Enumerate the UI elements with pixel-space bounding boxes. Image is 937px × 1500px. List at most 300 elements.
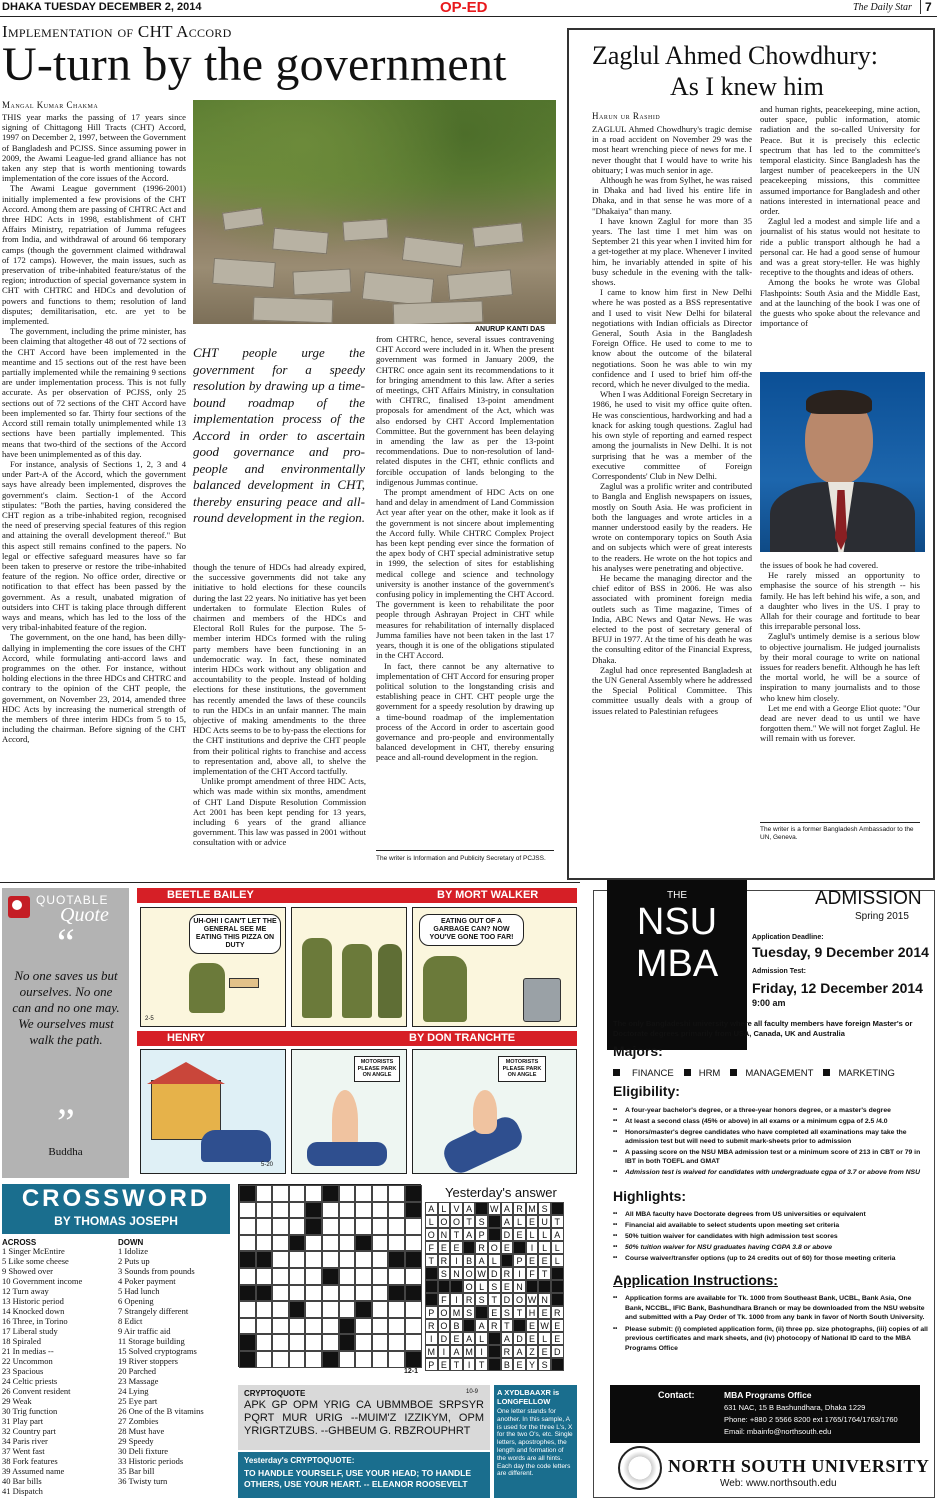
answer-cell xyxy=(488,1358,501,1371)
photo-roof xyxy=(342,218,388,241)
crossword-cell xyxy=(405,1301,422,1318)
eligibility-item: •• Honors/master's degree candidates who have completed all examinations may take the admission test but will need to submit mark-sheets prior to admission xyxy=(613,1128,928,1146)
answer-cell: N xyxy=(513,1280,526,1293)
answer-cell: S xyxy=(438,1267,451,1280)
answer-cell: T xyxy=(538,1267,551,1280)
crossword-cell xyxy=(305,1285,322,1302)
clue: 5 Had lunch xyxy=(118,1286,160,1296)
crossword-cell xyxy=(372,1202,389,1219)
answer-cell: A xyxy=(475,1319,488,1332)
answer-cell: S xyxy=(475,1215,488,1228)
major-item: MANAGEMENT xyxy=(730,1068,813,1079)
answer-cell: L xyxy=(438,1202,451,1215)
crossword-cell xyxy=(388,1251,405,1268)
contact-office: MBA Programs Office xyxy=(724,1390,812,1400)
contact-box xyxy=(610,1385,920,1443)
answer-cell: A xyxy=(475,1254,488,1267)
crossword-cell xyxy=(322,1185,339,1202)
beetle-author: BY MORT WALKER xyxy=(437,889,539,901)
answer-cell: P xyxy=(513,1254,526,1267)
crossword-cell xyxy=(339,1351,356,1368)
crossword-cell xyxy=(339,1218,356,1235)
crossword-cell xyxy=(289,1218,306,1235)
answer-cell: D xyxy=(488,1267,501,1280)
crossword-cell xyxy=(272,1301,289,1318)
zaglul-headline-1: Zaglul Ahmed Chowdhury: xyxy=(592,41,878,70)
photo-roof xyxy=(253,297,334,324)
answer-cell: A xyxy=(501,1332,514,1345)
highlights-label: Highlights: xyxy=(613,1188,687,1204)
crossword-cell xyxy=(256,1185,273,1202)
answer-cell: M xyxy=(450,1306,463,1319)
yesterday-text: TO HANDLE YOURSELF, USE YOUR HEAD; TO HANDLE OTHERS, USE YOUR HEART. -- ELEANOR ROOSEVELT xyxy=(244,1468,472,1489)
crossword-cell xyxy=(256,1301,273,1318)
clue: 23 Massage xyxy=(118,1376,159,1386)
majors-label: Majors: xyxy=(613,1043,663,1059)
crossword-cell xyxy=(322,1301,339,1318)
crossword-cell xyxy=(289,1334,306,1351)
eligibility-item: •• At least a second class (45% or above) in all exams or a minimum cgpa of 2.5 /4.0 xyxy=(613,1117,928,1126)
crossword-cell xyxy=(289,1251,306,1268)
answer-cell: R xyxy=(475,1241,488,1254)
zaglul-headline-2: As I knew him xyxy=(670,72,824,101)
crossword-cell xyxy=(239,1334,256,1351)
answer-cell xyxy=(475,1306,488,1319)
answer-cell: T xyxy=(450,1358,463,1371)
clue: 4 Poker payment xyxy=(118,1276,176,1286)
crossword-cell xyxy=(272,1268,289,1285)
crossword-cell xyxy=(239,1318,256,1335)
quote-author: Buddha xyxy=(48,1146,83,1158)
clue: 17 Liberal study xyxy=(2,1326,58,1336)
crossword-cell xyxy=(322,1218,339,1235)
crypto-howto xyxy=(494,1385,577,1498)
crypto-number: 10-9 xyxy=(466,1389,479,1395)
highlight-item: •• All MBA faculty have Doctorate degrees from US universities or equivalent xyxy=(613,1210,928,1219)
crossword-cell xyxy=(372,1285,389,1302)
answer-cell xyxy=(488,1215,501,1228)
crossword-cell xyxy=(289,1235,306,1252)
crossword-cell xyxy=(256,1334,273,1351)
answer-cell xyxy=(551,1267,564,1280)
cht-paragraph: THIS year marks the passing of 17 years since signing of Chittagong Hill Tracts (CHT) Accord, 1997 on December 2, 1997, between the Government of Bangladesh and PCJSS. Since assuming power in 2009, the Awami League-led grand alliance has not taken any step that is worth mentioning towards implementation of the core issues of the Accord. xyxy=(2,112,186,184)
crossword-cell xyxy=(289,1185,306,1202)
answer-cell: S xyxy=(538,1202,551,1215)
beetle-panel-2 xyxy=(291,907,407,1027)
answer-cell: F xyxy=(526,1267,539,1280)
answer-cell: O xyxy=(425,1228,438,1241)
henry-panel-1 xyxy=(140,1049,286,1174)
crossword-cell xyxy=(322,1202,339,1219)
crossword-cell xyxy=(239,1251,256,1268)
crossword-cell xyxy=(405,1318,422,1335)
crossword-cell xyxy=(272,1202,289,1219)
answer-cell: E xyxy=(526,1215,539,1228)
crossword-cell xyxy=(388,1202,405,1219)
answer-cell: I xyxy=(425,1332,438,1345)
mba-label: MBA xyxy=(635,943,719,985)
henry-title: HENRY xyxy=(167,1032,206,1044)
answer-cell: B xyxy=(463,1254,476,1267)
crossword-cell xyxy=(272,1235,289,1252)
clue: 10 Government income xyxy=(2,1276,83,1286)
zaglul-paragraph: Let me end with a George Eliot quote: "Our dead are never dead to us until we have forgotten them." We will not forget Zaglul. He will remain with us forever. xyxy=(760,702,920,744)
answer-cell: O xyxy=(438,1215,451,1228)
answer-cell: E xyxy=(488,1306,501,1319)
crossword-cell xyxy=(305,1351,322,1368)
clue: 31 Play part xyxy=(2,1416,44,1426)
answer-cell: M xyxy=(463,1345,476,1358)
clue: 28 Must have xyxy=(118,1426,165,1436)
across-label: ACROSS xyxy=(2,1238,37,1247)
answer-cell: R xyxy=(488,1319,501,1332)
section-label: OP-ED xyxy=(440,0,488,16)
answer-cell: B xyxy=(501,1358,514,1371)
crossword-cell xyxy=(405,1202,422,1219)
zaglul-paragraph: Among the books he wrote was Global Flashpoints: South Asia and the Middle East, and at the launching of the book I was one of the guests who spoke about the relevance and importance of xyxy=(760,277,920,329)
answer-cell: S xyxy=(475,1293,488,1306)
crossword-cell xyxy=(289,1268,306,1285)
answer-cell: T xyxy=(488,1293,501,1306)
beetle-title: BEETLE BAILEY xyxy=(167,889,254,901)
crossword-cell xyxy=(305,1185,322,1202)
answer-cell: F xyxy=(438,1293,451,1306)
zaglul-column-2b xyxy=(760,560,920,832)
clue: 21 In medias -- xyxy=(2,1346,54,1356)
answer-cell: L xyxy=(475,1332,488,1345)
down-label: DOWN xyxy=(118,1238,144,1247)
crossword-cell xyxy=(239,1202,256,1219)
clue: 14 Knocked down xyxy=(2,1306,65,1316)
quote-box xyxy=(2,888,129,1178)
photo-roof xyxy=(447,269,513,300)
major-item: HRM xyxy=(684,1068,721,1079)
answer-cell: E xyxy=(538,1254,551,1267)
answer-cell xyxy=(425,1267,438,1280)
beetle-title-bar xyxy=(137,888,577,903)
university-name: NORTH SOUTH UNIVERSITY xyxy=(668,1456,930,1476)
across-clues xyxy=(2,1246,114,1496)
eligibility-item: •• Admission test is waived for candidates with undergraduate cgpa of 3.7 or above from NSU xyxy=(613,1168,928,1177)
answer-row xyxy=(425,1267,577,1280)
photo-roof xyxy=(292,268,351,295)
crossword-grid xyxy=(238,1184,421,1367)
crossword-cell xyxy=(388,1235,405,1252)
general-figure xyxy=(342,944,372,1018)
crossword-cell xyxy=(305,1251,322,1268)
clue: 3 Sounds from pounds xyxy=(118,1266,195,1276)
quote-text: No one saves us but ourselves. No one can and no one may. We ourselves must walk the path. xyxy=(12,968,120,1047)
answer-cell xyxy=(551,1358,564,1371)
crossword-cell xyxy=(272,1318,289,1335)
crossword-cell xyxy=(239,1218,256,1235)
highlight-item: •• 50% tuition waiver for candidates with high admission test scores xyxy=(613,1232,928,1241)
answer-cell xyxy=(501,1254,514,1267)
university-web: Web: www.northsouth.edu xyxy=(720,1478,837,1489)
crossword-cell xyxy=(272,1218,289,1235)
crossword-cell xyxy=(305,1268,322,1285)
speech-balloon: UH-OH! I CAN'T LET THE GENERAL SEE ME EATING THIS PIZZA ON DUTY xyxy=(189,914,281,954)
answer-cell: A xyxy=(501,1202,514,1215)
answer-cell: L xyxy=(538,1241,551,1254)
instructions-list xyxy=(613,1294,928,1356)
clue: 2 Puts up xyxy=(118,1256,150,1266)
nsu-label: NSU xyxy=(636,901,718,943)
answer-row xyxy=(425,1319,577,1332)
eligibility-list xyxy=(613,1106,928,1179)
clue: 29 Speedy xyxy=(118,1436,154,1446)
clue: 34 Paris river xyxy=(2,1436,48,1446)
photo-credit: ANURUP KANTI DAS xyxy=(475,326,545,333)
answer-cell: I xyxy=(438,1345,451,1358)
henry-figure xyxy=(473,1090,497,1134)
pizza-box xyxy=(229,978,259,988)
clue: 38 Fork features xyxy=(2,1456,58,1466)
clue: 24 Lying xyxy=(118,1386,149,1396)
crossword-cell xyxy=(405,1285,422,1302)
cht-column-1 xyxy=(2,112,186,880)
crossword-cell xyxy=(256,1285,273,1302)
zaglul-paragraph: Zaglul was a prolific writer and contributed to Bangla and English newspapers on issues, mostly on South Asia. He was proficient in both the languages and wrote articles in a manner understood easily by the readers. He wrote on contemporary topics on South Asia and on subjects which were of great interests to the readers. He wrote on the hot topics and his analyses were penetrating and objective. xyxy=(592,481,752,573)
nsu-seal-icon xyxy=(618,1446,662,1490)
toy-car xyxy=(307,1142,387,1166)
crossword-cell xyxy=(339,1301,356,1318)
zaglul-portrait xyxy=(760,372,925,552)
majors-list xyxy=(613,1068,933,1079)
zaglul-paragraph: Zaglul's untimely demise is a serious blow to objective journalism. He judged journalists by their moral courage to write on national issues for readers benefit. Although he has left the mortal world, he will be a source of inspiration to many journalists and to those who knew him closely. xyxy=(760,631,920,703)
zaglul-paragraph: ZAGLUL Ahmed Chowdhury's tragic demise in a road accident on November 29 was the most heart wrenching piece of news for me. I never thought that I would have to write his obituary; I was much senior in age. xyxy=(592,124,752,175)
clue: 9 Air traffic aid xyxy=(118,1326,171,1336)
zaglul-paragraph: Zaglul led a modest and simple life and a journalist of his status would not hesitate to ride a public transport although he had a personal car. He had a good sense of humour and was a great story-teller. He was highly receptive to the thoughts and ideas of others. xyxy=(760,216,920,278)
answer-cell: M xyxy=(425,1345,438,1358)
answer-row xyxy=(425,1228,577,1241)
crossword-cell xyxy=(322,1351,339,1368)
page-number: 7 xyxy=(920,0,932,14)
beetle-panel-3 xyxy=(412,907,577,1027)
crossword-cell xyxy=(305,1334,322,1351)
portrait-hair xyxy=(806,390,872,414)
crossword-cell xyxy=(239,1301,256,1318)
zaglul-paragraph: I have known Zaglul for more than 35 years. The last time I met him was on September 21 this year when I invited him for a get-together at my place. Whenever I invited him, he invariably attended in spite of his busy schedule in the evening with the talk-shows. xyxy=(592,215,752,288)
crypto-label: CRYPTOQUOTE xyxy=(244,1389,306,1398)
howto-text: One letter stands for another. In this sample, A is used for the three L's, X for the two O's, etc. Single letters, apostrophes, the length and formation of the words are all hints. Each day the code letters are different. xyxy=(497,1408,573,1478)
garbage-can xyxy=(523,978,561,1022)
crypto-text: APK GP OPM YRIG CA UBMMBOE SRPSYR PQRT MUR URIG --MUIM'Z IZZIKYM, OPM YRIGRTZUBS. --GHBEUM G. RBZROUPHRT xyxy=(244,1399,484,1437)
answer-cell: I xyxy=(463,1358,476,1371)
beetle-panel-1 xyxy=(140,907,286,1027)
answer-cell: E xyxy=(438,1241,451,1254)
clue: 20 Parched xyxy=(118,1366,157,1376)
zaglul-paragraph: the issues of book he had covered. xyxy=(760,560,879,570)
answer-row xyxy=(425,1254,577,1267)
answer-row xyxy=(425,1332,577,1345)
answer-cell xyxy=(551,1293,564,1306)
answer-cell: T xyxy=(425,1254,438,1267)
crossword-cell xyxy=(256,1202,273,1219)
quote-icon-inner xyxy=(12,900,22,910)
yesterday-label: Yesterday's CRYPTOQUOTE: xyxy=(244,1456,355,1465)
answer-cell: S xyxy=(463,1306,476,1319)
answer-cell: N xyxy=(538,1293,551,1306)
cht-paragraph: The Awami League government (1996-2001) initially implemented a few provisions of the CHT Accord. Among them are passing of CHTRC Act and three HDC Acts in 1998, establishment of CHT Affairs Ministry, repatriation of Jumma refugees from India, and withdrawal of around 66 temporary camps (though the government claimed withdrawal of 172 camps). However, the main issues, such as preservation of tribe-inhabited feature/status of the region; introduction of special governance system in CHT with CHTRC and HDCs and devolution of powers and functions to them; resolution of land disputes; demilitarisation, etc. are yet to be implemented. xyxy=(2,183,186,327)
cht-paragraph: The prompt amendment of HDC Acts on one hand and delay in amendment of Land Commission Act year after year on the other, make it look as if the government is not sincere about implementing the Accord fully. While CHTRC Complex Project has been kept pending ever since the formation of the apex body of CHT special administrative setup in 1999, the selection of sites for establishing medical college and science and technology university is another instance of the government's confusing policy in implementing the CHT Accord. The government is keen to rehabilitate the poor people through Ashrayan Project in CHT while measures for rehabilitation of internally displaced Jumma families have not been taken in the last 17 years, though it is one of the obligations stipulated in the CHT Accord. xyxy=(376,487,554,661)
clue: 8 Edict xyxy=(118,1316,143,1326)
crossword-cell xyxy=(355,1318,372,1335)
answer-cell: R xyxy=(425,1319,438,1332)
photo-roof xyxy=(402,236,464,267)
answer-cell: W xyxy=(538,1319,551,1332)
eligibility-label: Eligibility: xyxy=(613,1083,680,1099)
crossword-cell xyxy=(289,1202,306,1219)
answer-cell xyxy=(526,1280,539,1293)
highlight-item: •• Course waiver/transfer options (up to 24 credits out of 60) for those meeting criteria xyxy=(613,1254,928,1263)
answer-grid xyxy=(425,1202,577,1371)
crossword-cell xyxy=(239,1185,256,1202)
answer-cell: E xyxy=(501,1241,514,1254)
crossword-cell xyxy=(339,1268,356,1285)
grid-id: 12-1 xyxy=(404,1368,419,1375)
clue: 39 Assumed name xyxy=(2,1466,65,1476)
crossword-cell xyxy=(256,1318,273,1335)
divider xyxy=(376,850,554,851)
crossword-cell xyxy=(372,1334,389,1351)
crossword-cell xyxy=(272,1285,289,1302)
answer-cell: O xyxy=(488,1241,501,1254)
answer-cell: O xyxy=(513,1293,526,1306)
answer-cell: O xyxy=(438,1319,451,1332)
photo-roof xyxy=(272,228,329,255)
crossword-cell xyxy=(305,1318,322,1335)
eligibility-item: •• A four-year bachelor's degree, or a three-year honors degree, or a master's degree xyxy=(613,1106,928,1115)
crossword-cell xyxy=(289,1285,306,1302)
crossword-cell xyxy=(339,1318,356,1335)
crossword-cell xyxy=(322,1318,339,1335)
henry-figure xyxy=(332,1090,358,1150)
answer-cell: D xyxy=(513,1332,526,1345)
crossword-cell xyxy=(305,1235,322,1252)
clue: 5 Like some cheese xyxy=(2,1256,69,1266)
crossword-cell xyxy=(339,1251,356,1268)
clue: 26 One of the B vitamins xyxy=(118,1406,204,1416)
instructions-label: Application Instructions: xyxy=(613,1272,778,1288)
cryptoquote-box xyxy=(238,1385,490,1450)
crossword-cell xyxy=(289,1351,306,1368)
answer-cell: T xyxy=(551,1215,564,1228)
answer-cell: I xyxy=(450,1293,463,1306)
crossword-cell xyxy=(239,1268,256,1285)
answer-cell xyxy=(513,1319,526,1332)
clue: 12 Turn away xyxy=(2,1286,49,1296)
answer-cell: L xyxy=(551,1254,564,1267)
toy-car xyxy=(201,1130,271,1162)
crossword-cell xyxy=(256,1218,273,1235)
answer-cell xyxy=(513,1241,526,1254)
crossword-cell xyxy=(272,1351,289,1368)
test-date: Friday, 12 December 2014 xyxy=(752,980,923,996)
cht-footnote: The writer is Information and Publicity Secretary of PCJSS. xyxy=(376,855,546,862)
answer-cell: N xyxy=(438,1228,451,1241)
zaglul-paragraph: He rarely missed an opportunity to emphasise the source of his strength -- his family. He has left behind his wife, a son, and a daughter who lives in the US. I pray to Allah for their courage and fortitude to bear this irreparable personal loss. xyxy=(760,570,920,632)
answer-cell: A xyxy=(463,1332,476,1345)
henry-title-bar xyxy=(137,1031,577,1046)
answer-cell xyxy=(538,1280,551,1293)
answer-cell: D xyxy=(551,1345,564,1358)
clue: 36 Twisty turn xyxy=(118,1476,168,1486)
crossword-cell xyxy=(355,1301,372,1318)
crossword-cell xyxy=(256,1351,273,1368)
cht-column-2 xyxy=(193,562,366,880)
crossword-cell xyxy=(388,1185,405,1202)
clue: 15 Solved cryptograms xyxy=(118,1346,197,1356)
answer-cell: V xyxy=(450,1202,463,1215)
answer-cell: A xyxy=(513,1345,526,1358)
answer-cell: I xyxy=(513,1267,526,1280)
parking-sign: MOTORISTS PLEASE PARK ON ANGLE xyxy=(498,1056,546,1082)
zaglul-column-2a xyxy=(760,104,920,369)
highlight-item: •• Financial aid available to select students upon meeting set criteria xyxy=(613,1221,928,1230)
major-item: FINANCE xyxy=(613,1068,674,1079)
crossword-cell xyxy=(405,1185,422,1202)
crossword-cell xyxy=(355,1351,372,1368)
zaglul-paragraph: I came to know him first in New Delhi where he was posted as a BSS representative and I used to visit New Delhi for bilateral negotiations with Indian officials as Director General, South Asia in the Bangladesh Foreign Office. He used to come to me to know about the outcome of the bilateral negotiations. Soon he was able to win my confidence and I used to brief him off-the record, which he never divulged to the media. xyxy=(592,287,752,390)
clue: 41 Dispatch xyxy=(2,1486,43,1496)
answer-cell xyxy=(488,1228,501,1241)
clue: 37 Went fast xyxy=(2,1446,45,1456)
clue: 40 Bar bills xyxy=(2,1476,42,1486)
crossword-cell xyxy=(372,1268,389,1285)
dateline: DHAKA TUESDAY DECEMBER 2, 2014 xyxy=(2,1,202,13)
crossword-cell xyxy=(256,1251,273,1268)
crossword-cell xyxy=(405,1218,422,1235)
crossword-cell xyxy=(355,1218,372,1235)
general-figure xyxy=(302,938,332,1018)
answer-cell: E xyxy=(450,1241,463,1254)
crossword-cell xyxy=(388,1334,405,1351)
answer-cell: T xyxy=(463,1215,476,1228)
answer-cell: O xyxy=(450,1215,463,1228)
answer-cell: F xyxy=(425,1241,438,1254)
crossword-cell xyxy=(355,1235,372,1252)
answer-row xyxy=(425,1345,577,1358)
clue: 16 Three, in Torino xyxy=(2,1316,68,1326)
quote-label: QUOTABLE xyxy=(36,893,109,907)
answer-cell: E xyxy=(450,1332,463,1345)
cht-paragraph: In fact, there cannot be any alternative to implementation of CHT Accord for ensuring proper political solution to the longstanding crisis and establishing peace in CHT. CHT people urge the government for a speedy resolution by drawing up a time-bound roadmap of the implementation process of the Accord in order to ascertain good governance and pro-people and environmentally balanced development in CHT, thereby ensuring peace and all-round development in the region. xyxy=(376,660,554,763)
answer-cell: E xyxy=(526,1319,539,1332)
answer-cell: P xyxy=(425,1358,438,1371)
crossword-cell xyxy=(372,1251,389,1268)
crossword-cell xyxy=(339,1202,356,1219)
highlights-list xyxy=(613,1210,928,1265)
crossword-cell xyxy=(388,1318,405,1335)
clue: 1 Singer McEntire xyxy=(2,1246,65,1256)
zaglul-paragraph: He became the managing director and the chief editor of BSS in 2006. He was also associated with prominent foreign media outlets such as Time magazine, Times of India, ABC News and Qatar News. He was elected to the post of secretary general of BFUJ in 1977. At the time of his death he was the consulting editor of the Financial Express, Dhaka. xyxy=(592,572,752,665)
crossword-cell xyxy=(405,1351,422,1368)
answer-row xyxy=(425,1215,577,1228)
the-label: THE xyxy=(667,890,687,901)
answer-cell: W xyxy=(488,1202,501,1215)
answer-cell: T xyxy=(501,1319,514,1332)
answer-cell: E xyxy=(538,1306,551,1319)
crossword-cell xyxy=(256,1268,273,1285)
clue: 32 Country part xyxy=(2,1426,56,1436)
answer-cell: S xyxy=(538,1358,551,1371)
answer-cell: L xyxy=(538,1228,551,1241)
section-divider xyxy=(0,882,580,883)
general-figure xyxy=(378,944,402,1018)
clue: 11 Storage building xyxy=(118,1336,185,1346)
zaglul-column-1 xyxy=(592,124,752,859)
